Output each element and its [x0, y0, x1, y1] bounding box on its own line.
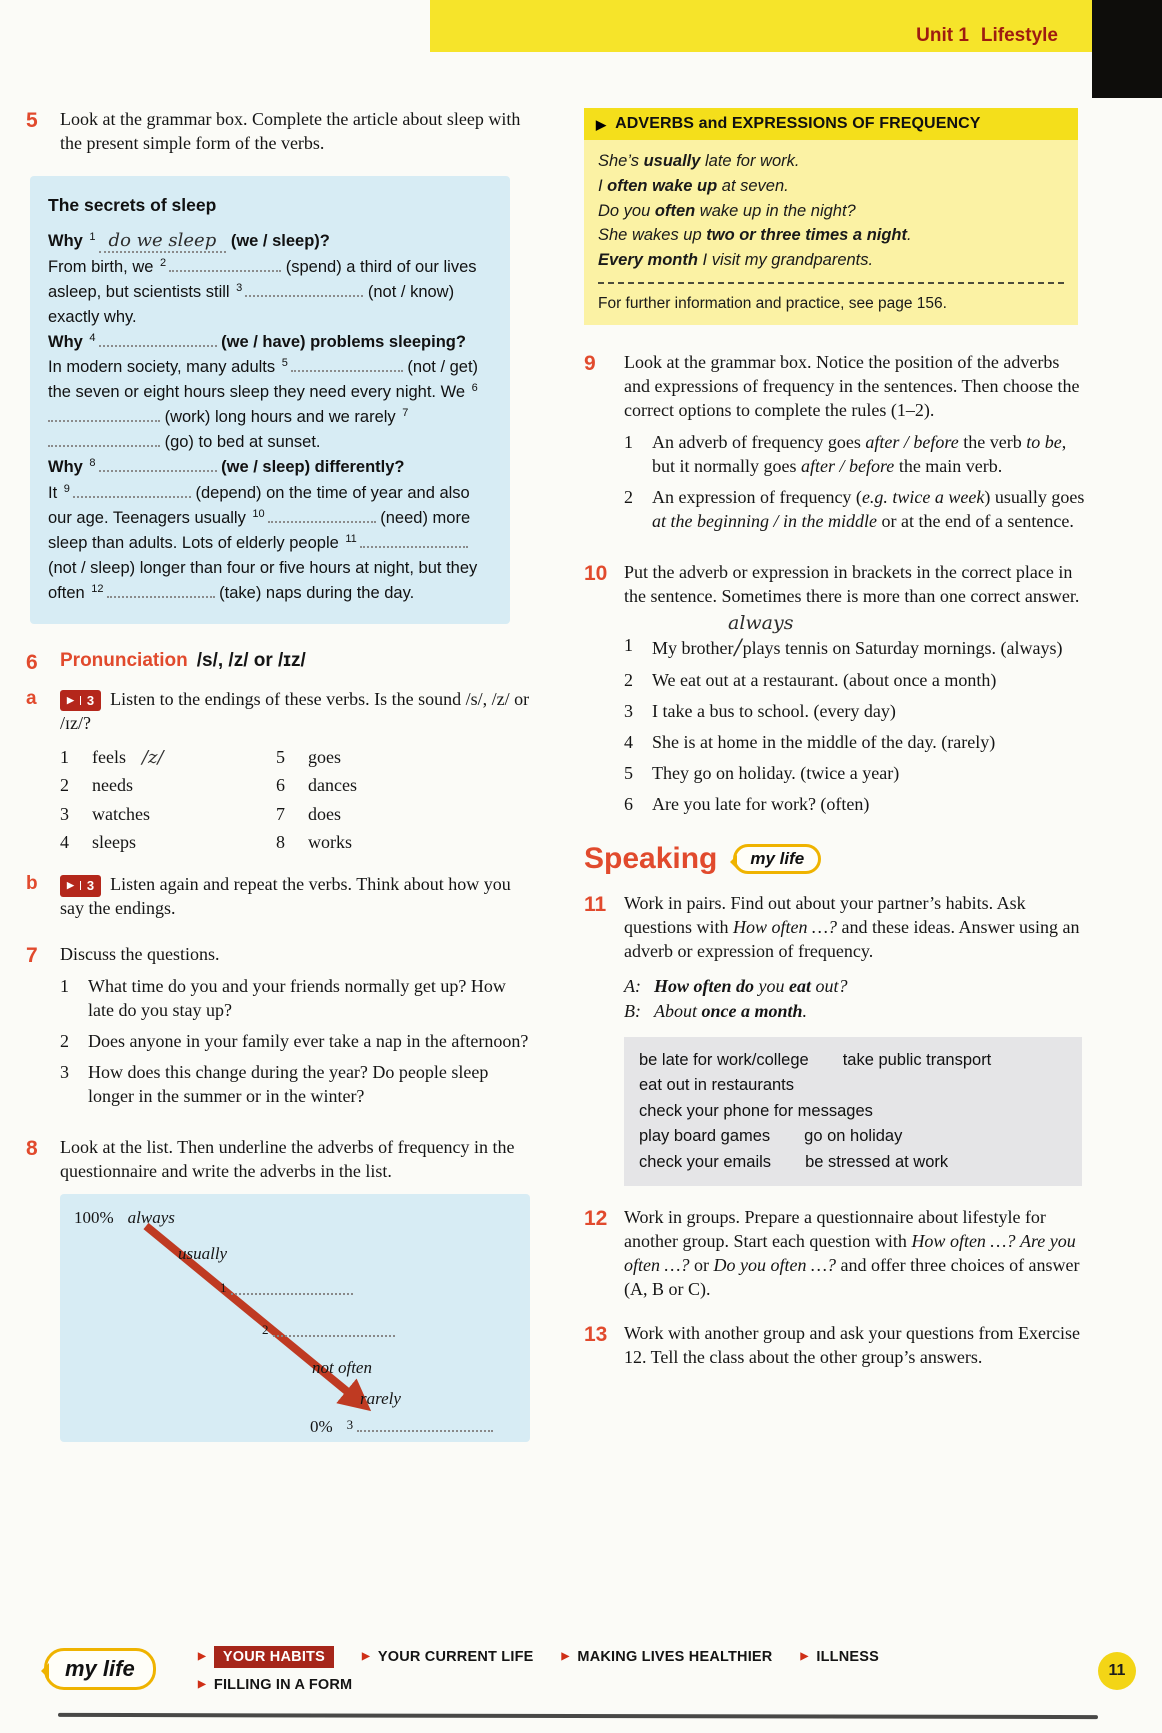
scan-artifact-line [58, 1713, 1098, 1719]
grammar-example: She wakes up two or three times a night. [598, 226, 912, 245]
footer-topic-illness: ▶ ILLNESS [800, 1649, 880, 1665]
audio-track-number: 3 [86, 878, 95, 894]
triangle-bullet-icon: ▶ [800, 1651, 809, 1662]
speaking-section-heading [584, 844, 1086, 874]
example-dialogue-b: B: About once a month. [624, 1000, 808, 1021]
rules-list [624, 431, 1086, 534]
exercise-5-number: 5 [26, 109, 38, 132]
exercise-13 [584, 1322, 1086, 1370]
triangle-bullet-icon: ▶ [198, 1679, 206, 1690]
exercise-6b-letter: b [26, 873, 38, 895]
page-footer [0, 1638, 1162, 1718]
exercise-13-number: 13 [584, 1323, 608, 1347]
header-black-corner [1092, 0, 1162, 98]
unit-label: Unit 1 [916, 25, 969, 46]
verb-row: 4 sleeps [60, 832, 136, 853]
grammar-box [584, 108, 1078, 325]
sleep-article-paragraph: In modern society, many adults $^5$ (not / get) the seven or eight hours sleep they need every night. We $^6$ (work) long hours and we rarely $^7$ (go) to bed at sunset. [48, 357, 479, 452]
left-column [26, 108, 531, 1442]
pronunciation-label: Pronunciation [60, 649, 188, 671]
verb-row: 2 needs [60, 775, 133, 796]
right-column [584, 108, 1086, 1390]
exercise-11 [584, 892, 1086, 1186]
verb-row: 7 does [276, 803, 341, 824]
answer-blank [357, 1420, 493, 1432]
answer-blank [231, 1283, 353, 1295]
exercise-6-heading [60, 650, 531, 674]
exercise-8-number: 8 [26, 1136, 38, 1160]
exercise-12-number: 12 [584, 1207, 608, 1231]
grammar-box-header [584, 108, 1078, 140]
idea-row: check your phone for messages [639, 1101, 873, 1120]
exercise-6b-instruction: ▶ 3 Listen again and repeat the verbs. Think about how you say the endings. [60, 874, 511, 919]
exercise-9-body [624, 351, 1086, 541]
sleep-article-paragraph: From birth, we $^2$ (spend) a third of our lives asleep, but scientists still $^3$ (not / know) exactly why. [48, 256, 477, 326]
exercise-11-instruction: Work in pairs. Find out about your partner’s habits. Ask questions with How often …? and these ideas. Answer using an adverb or expression of frequency. [624, 893, 1080, 961]
question-list [60, 975, 531, 1109]
exercise-10 [584, 561, 1086, 824]
list-item: 2 An expression of frequency (e.g. twice a week) usually goes at the beginning / in the middle or at the end of a sentence. [624, 486, 1085, 531]
blank-1: 1 [220, 1280, 353, 1300]
grammar-example: Every month I visit my grandparents. [598, 251, 874, 269]
list-item: 4 She is at home in the middle of the day. (rarely) [624, 732, 996, 753]
exercise-6-number: 6 [26, 650, 38, 674]
triangle-bullet-icon: ▶ [361, 1651, 370, 1662]
exercise-8 [26, 1136, 531, 1184]
exercise-6a-letter: a [26, 688, 37, 710]
sleep-article-title: The secrets of sleep [48, 194, 217, 215]
sleep-article-paragraph: Why $^8$ (we / sleep) differently? [48, 457, 405, 477]
verb-row: 5 goes [276, 746, 341, 767]
footer-topic-list [198, 1646, 907, 1702]
sleep-article-box [30, 176, 510, 624]
idea-row: play board games go on holiday [639, 1127, 903, 1146]
exercise-6b [26, 873, 531, 921]
triangle-bullet-icon: ▶ [561, 1651, 570, 1662]
list-item: 3 I take a bus to school. (every day) [624, 701, 896, 722]
sleep-article-paragraph: Why $^1$ do we sleep (we / sleep)? [48, 230, 330, 252]
exercise-11-body [624, 892, 1086, 1186]
list-item: 2 We eat out at a restaurant. (about once a month) [624, 670, 997, 691]
list-item: 2 Does anyone in your family ever take a nap in the afternoon? [60, 1031, 529, 1052]
scale-100-label: 100% always [74, 1207, 175, 1227]
answer-blank [273, 1325, 395, 1337]
footer-topic-filling-in-a-form: ▶ FILLING IN A FORM [198, 1677, 353, 1693]
handwritten-answer: always [728, 612, 794, 635]
adverb-always: always [127, 1207, 175, 1227]
exercise-10-number: 10 [584, 561, 608, 585]
sleep-article-paragraph: Why $^4$ (we / have) problems sleeping? [48, 332, 466, 352]
exercise-5-instruction: Look at the grammar box. Complete the article about sleep with the present simple form of the verbs. [60, 109, 521, 153]
list-item: 6 Are you late for work? (often) [624, 794, 870, 815]
insertion-caret: / [734, 635, 742, 660]
unit-name: Lifestyle [980, 25, 1058, 46]
unit-header [916, 25, 1058, 47]
verb-column-2 [276, 746, 492, 860]
ideas-box [624, 1037, 1082, 1187]
example-dialogue-a: A: How often do you eat out? [624, 975, 848, 996]
frequency-scale-diagram [60, 1194, 530, 1442]
exercise-6a-instruction: ▶ 3 Listen to the endings of these verbs. Is the sound /s/, /z/ or /ɪz/? [60, 689, 530, 733]
idea-row: check your emails be stressed at work [639, 1152, 949, 1171]
exercise-11-number: 11 [584, 893, 607, 917]
grammar-example: She’s usually late for work. [598, 152, 800, 170]
list-item: 3 How does this change during the year? Do people sleep longer in the summer or in the winter? [60, 1062, 489, 1107]
verb-column-1 [60, 746, 276, 860]
exercise-10-instruction: Put the adverb or expression in brackets in the correct place in the sentence. Sometimes there is more than one correct answer. [624, 561, 1080, 606]
exercise-7-number: 7 [26, 944, 38, 968]
page-number-badge: 11 [1098, 1652, 1136, 1690]
idea-row: eat out in restaurants [639, 1076, 795, 1095]
my-life-badge: my life [733, 844, 821, 874]
verb-row: 8 works [276, 832, 352, 853]
footer-row-1 [198, 1646, 907, 1668]
adverb-rarely: rarely [360, 1388, 401, 1408]
exercise-12-instruction: Work in groups. Prepare a questionnaire about lifestyle for another group. Start each question with How often …? Are you often …? or Do you often …? and offer three choices of answer (A, B or C). [624, 1207, 1080, 1300]
footer-row-2 [198, 1677, 907, 1693]
exercise-10-body [624, 561, 1086, 824]
audio-track-number: 3 [86, 692, 95, 708]
exercise-12 [584, 1206, 1086, 1302]
phoneme-list: /s/, /z/ or /ɪz/ [196, 649, 306, 671]
exercise-9-instruction: Look at the grammar box. Notice the position of the adverbs and expressions of frequency in the sentences. Then choose the correct options to complete the rules (1–2). [624, 352, 1080, 420]
list-item: 1 always My brother/plays tennis on Saturday mornings. (always) [624, 612, 1063, 660]
play-icon: ▶ [67, 881, 81, 890]
audio-track-icon [60, 875, 101, 896]
my-life-footer-badge: my life [44, 1648, 156, 1690]
adverb-usually: usually [178, 1243, 228, 1263]
grammar-box-body [584, 140, 1078, 325]
list-item: 1 What time do you and your friends normally get up? How late do you stay up? [60, 976, 506, 1021]
exercise-6a [26, 688, 531, 736]
grammar-box-reference: For further information and practice, see page 156. [598, 282, 1064, 325]
exercise-8-instruction: Look at the list. Then underline the adverbs of frequency in the questionnaire and write the adverbs in the list. [60, 1136, 515, 1181]
list-item: 1 An adverb of frequency goes after / before the verb to be, but it normally goes after / before the main verb. [624, 431, 1067, 476]
footer-topic-your-current-life: ▶ YOUR CURRENT LIFE [361, 1649, 534, 1665]
triangle-bullet-icon: ▶ [198, 1651, 206, 1662]
sleep-article-paragraph: It $^9$ (depend) on the time of year and also our age. Teenagers usually $^{10}$ (need) more sleep than adults. Lots of elderly people $^{11}$ (not / sleep) longer than four or five hours at night, but they often $^{12}$ (take) naps during the day. [48, 482, 478, 602]
exercise-13-instruction: Work with another group and ask your questions from Exercise 12. Tell the class about the other group’s answers. [624, 1323, 1080, 1368]
verb-row: 3 watches [60, 803, 150, 824]
frequency-arrow [60, 1194, 530, 1442]
footer-topic-your-habits: ▶ YOUR HABITS [198, 1646, 334, 1668]
verb-row: 1 feels /z/ [60, 746, 164, 768]
sentence-list [624, 612, 1086, 817]
adverb-not-often: not often [312, 1357, 372, 1377]
play-icon: ▶ [67, 696, 81, 705]
exercise-9 [584, 351, 1086, 541]
exercise-7 [26, 943, 531, 1116]
idea-row: be late for work/college take public transport [639, 1050, 992, 1069]
exercise-7-instruction: Discuss the questions. [60, 944, 220, 965]
scale-0-label: 0% 3 [310, 1417, 493, 1437]
exercise-9-number: 9 [584, 352, 596, 375]
grammar-box-title: ADVERBS and EXPRESSIONS OF FREQUENCY [615, 115, 981, 132]
grammar-example: Do you often wake up in the night? [598, 201, 856, 220]
speaking-title: Speaking [584, 842, 718, 876]
exercise-7-body [60, 943, 531, 1116]
footer-topic-making-lives-healthier: ▶ MAKING LIVES HEALTHIER [561, 1649, 773, 1665]
verb-list [60, 746, 531, 860]
list-item: 5 They go on holiday. (twice a year) [624, 763, 900, 784]
handwritten-answer: /z/ [141, 746, 164, 768]
exercise-6 [26, 650, 531, 674]
grammar-example: I often wake up at seven. [598, 176, 789, 195]
audio-track-icon [60, 690, 101, 711]
exercise-5 [26, 108, 531, 156]
verb-row: 6 dances [276, 775, 357, 796]
play-triangle-icon: ▶ [596, 116, 607, 132]
blank-2: 2 [262, 1322, 395, 1342]
